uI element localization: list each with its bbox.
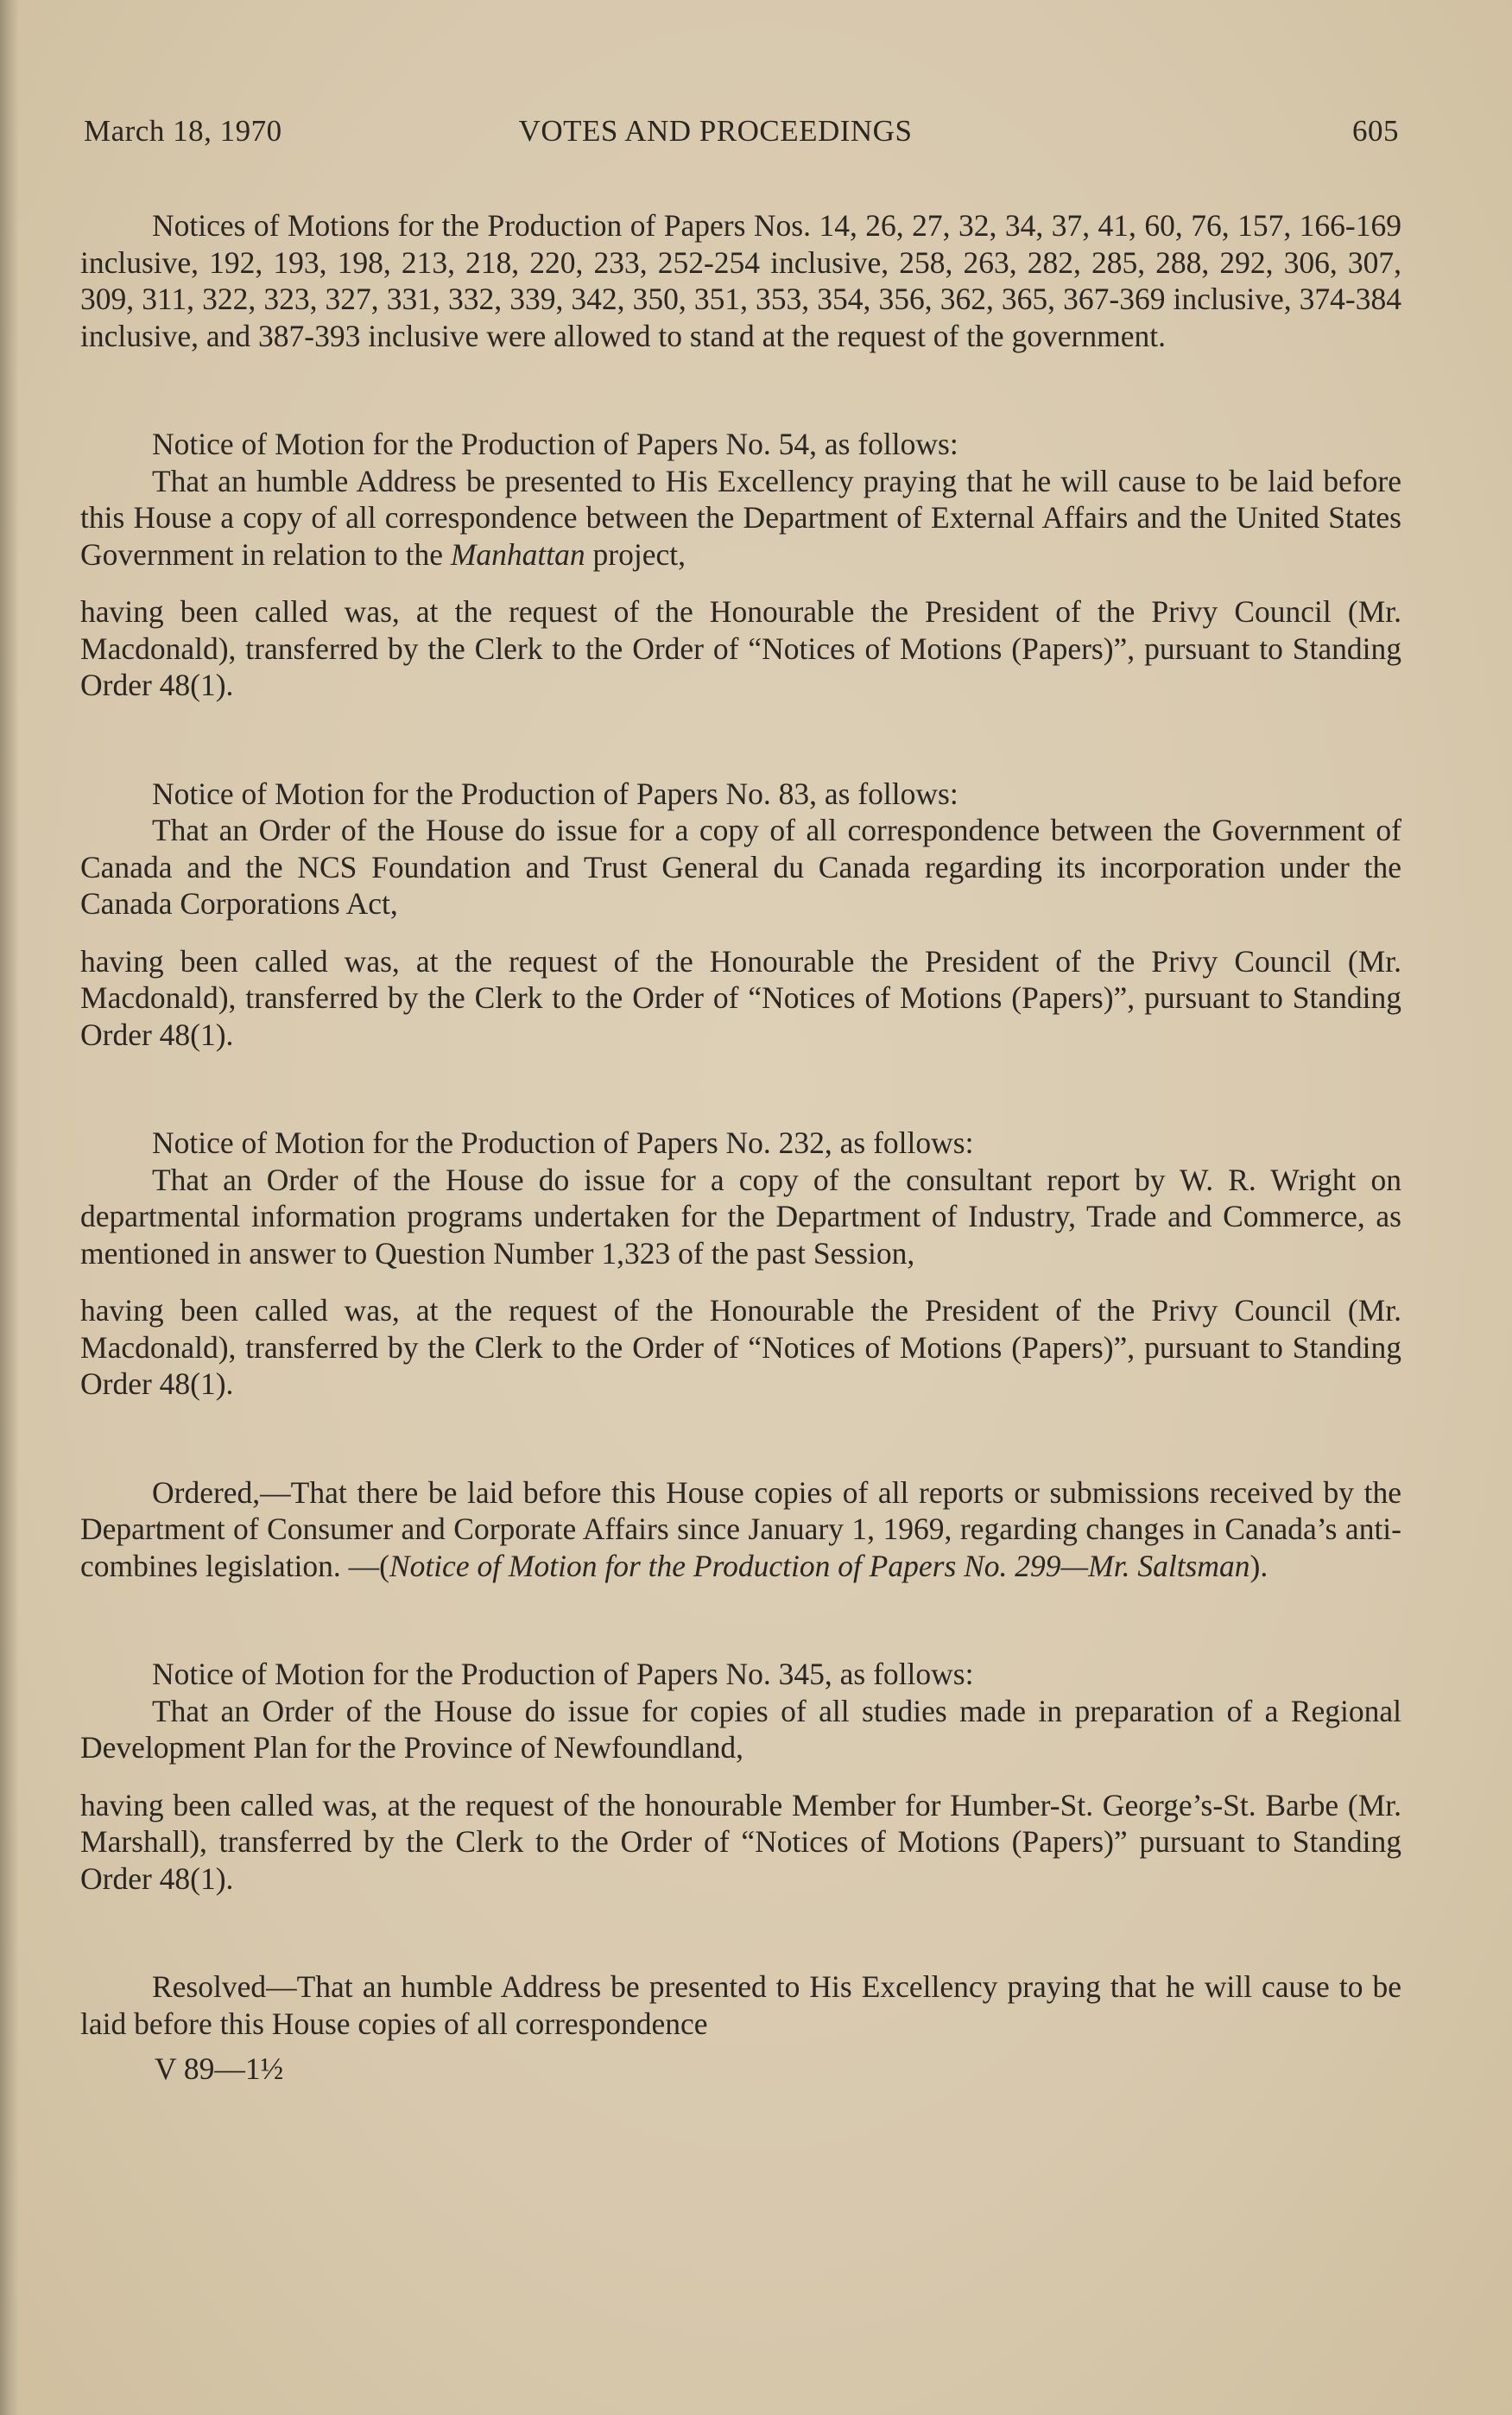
notice-heading-232: Notice of Motion for the Production of Papers No. 232, as follows: [152, 1125, 974, 1160]
page-body [80, 207, 1401, 2088]
motion-text-83: That an Order of the House do issue for a copy of all correspondence between the Government of Canada and the NCS Foundation and Trust General du Canada regarding its incorporation under the Canada Corporations Act, [80, 813, 1401, 921]
page-number: 605 [1352, 114, 1399, 148]
paragraph-papers-allowed-to-stand: Notices of Motions for the Production of Papers Nos. 14, 26, 27, 32, 34, 37, 41, 60, 76, 157, 166-169 inclusive, 192, 193, 198, 213, 218, 220, 233, 252-254 inclusive, 258, 263, 282, 285, 288, 292, 306, 307, 309, 311, 322, 323, 327, 331, 332, 339, 342, 350, 351, 353, 354, 356, 362, 365, 367-369 inclusive, 374-384 inclusive, and 387-393 inclusive were allowed to stand at the request of the government. [80, 208, 1401, 353]
transfer-text-54: having been called was, at the request of the Honourable the President of the Privy Council (Mr. Macdonald), transferred by the Clerk to the Order of “Notices of Motions (Papers)”, pursuant to Standing Order 48(1). [80, 594, 1401, 702]
transfer-text-83: having been called was, at the request of the Honourable the President of the Privy Council (Mr. Macdonald), transferred by the Clerk to the Order of “Notices of Motions (Papers)”, pursuant to Standing Order 48(1). [80, 943, 1401, 1052]
notice-heading-83: Notice of Motion for the Production of Papers No. 83, as follows: [152, 776, 958, 811]
binding-edge [0, 0, 19, 2415]
transfer-text-345: having been called was, at the request of the honourable Member for Humber-St. George’s-St. Barbe (Mr. Marshall), transferred by the Clerk to the Order of “Notices of Motions (Papers)” pursuant to Standing Order 48(1). [80, 1787, 1401, 1896]
page-header [84, 114, 1399, 157]
ordered-ref-open: —( [348, 1548, 389, 1583]
motion-text-54-end: project, [585, 536, 686, 572]
ordered-ref-close: ). [1249, 1548, 1268, 1583]
notice-heading-54: Notice of Motion for the Production of Papers No. 54, as follows: [152, 427, 958, 461]
header-date: March 18, 1970 [84, 114, 282, 148]
motion-text-54-italic: Manhattan [450, 536, 585, 572]
signature-mark: V 89—1½ [155, 2051, 284, 2086]
ordered-ref-italic: Notice of Motion for the Production of Papers No. 299—Mr. Saltsman [389, 1548, 1250, 1583]
motion-text-345: That an Order of the House do issue for copies of all studies made in preparation of a Regional Development Plan for the Province of Newfoundland, [80, 1693, 1401, 1765]
notice-heading-345: Notice of Motion for the Production of Papers No. 345, as follows: [152, 1657, 974, 1691]
resolved-paragraph: Resolved—That an humble Address be presented to His Excellency praying that he will cause to be laid before this House copies of all correspondence [80, 1969, 1401, 2041]
ordered-text-299: Ordered,—That there be laid before this House copies of all reports or submissions received by the Department of Consumer and Corporate Affairs since January 1, 1969, regarding changes in Canada’s anti-combines legislation. [80, 1474, 1401, 1583]
header-title: VOTES AND PROCEEDINGS [518, 114, 913, 148]
ordered-paragraph-299 [80, 1474, 1401, 1585]
motion-text-232: That an Order of the House do issue for a copy of the consultant report by W. R. Wright on departmental information programs undertaken for the Department of Industry, Trade and Commerce, as mentioned in answer to Question Number 1,323 of the past Session, [80, 1162, 1401, 1271]
transfer-text-232: having been called was, at the request of the Honourable the President of the Privy Council (Mr. Macdonald), transferred by the Clerk to the Order of “Notices of Motions (Papers)”, pursuant to Standing Order 48(1). [80, 1293, 1401, 1401]
motion-text-54 [80, 463, 1401, 574]
motion-text-54-start: That an humble Address be presented to His Excellency praying that he will cause to be laid before this House a copy of all correspondence between the Department of External Affairs and the United States Government in relation to the [80, 463, 1401, 572]
